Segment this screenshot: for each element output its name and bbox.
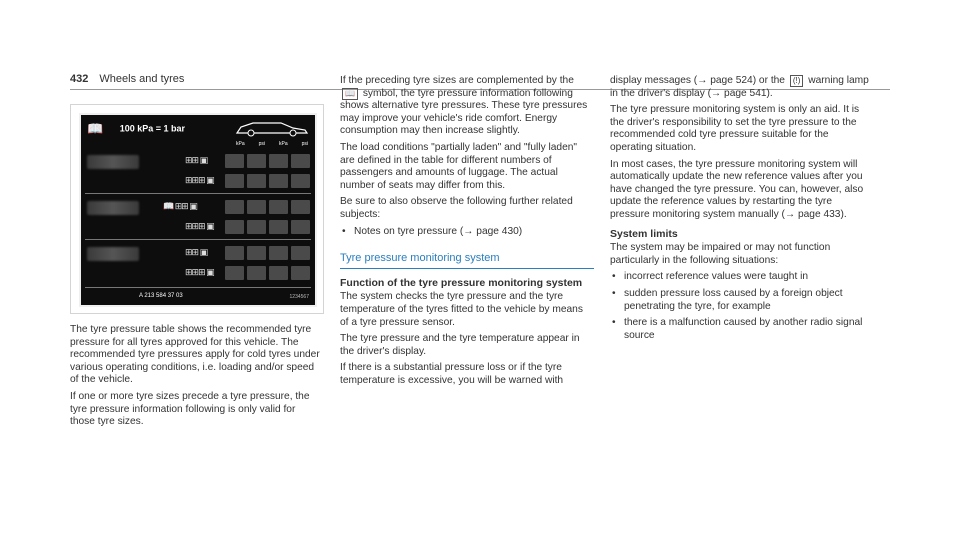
column-3 [610, 75, 870, 346]
text-span: If the preceding tyre sizes are complemented by the [340, 75, 574, 86]
paragraph: The system checks the tyre pressure and the tyre temperature of the tyres fitted to the vehicle by means of a tyre pressure sensor. [340, 291, 583, 328]
pressure-values [225, 220, 310, 234]
placard-id: 1234567 [289, 294, 309, 300]
paragraph: The system may be impaired or may not function particularly in the following situations: [610, 242, 831, 266]
pressure-values [225, 174, 310, 188]
subheading: System limits [610, 227, 678, 240]
list-item: • sudden pressure loss caused by a foreign object penetrating the tyre, for example [610, 288, 870, 313]
tyre-icon: ⊞⊞ ▣ [185, 247, 208, 257]
unit-label: kPa [278, 141, 288, 147]
tyre-icon: ⊞⊞ ▣ [185, 155, 208, 165]
unit-label: kPa [235, 141, 245, 147]
tyre-pressure-placard [79, 113, 317, 307]
tyre-size-blur [87, 201, 139, 215]
tyre-size-blur [87, 247, 139, 261]
warning-lamp-icon: (!) [790, 75, 804, 87]
column-2 [340, 75, 594, 391]
paragraph: The tyre pressure monitoring system is only an aid. It is the driver's responsibility to set the tyre pressure to the recommended cold tyre pressure suitable for the operating situation. [610, 104, 860, 153]
placard-separator [85, 287, 311, 288]
paragraph: Be sure to also observe the following further related subjects: [340, 196, 573, 220]
subheading: Function of the tyre pressure monitoring system [340, 276, 583, 289]
text-span: display messages (→ page 524) or the [610, 75, 785, 86]
related-link-item[interactable]: • Notes on tyre pressure (→ page 430) [340, 226, 594, 239]
tyre-icon: ⊞⊞⊞ ▣ [185, 267, 214, 277]
placard-top [87, 121, 185, 137]
tyre-pressure-figure [70, 104, 324, 314]
pressure-values [225, 266, 310, 280]
placard-row [85, 263, 311, 285]
tyre-icon: 📖 ⊞⊞ ▣ [163, 201, 197, 211]
paragraph [610, 75, 870, 100]
paragraph: If one or more tyre sizes precede a tyre pressure, the tyre pressure information following is only valid for those tyre sizes. [70, 390, 310, 428]
car-icon [231, 119, 311, 137]
placard-separator [85, 193, 311, 194]
paragraph: If there is a substantial pressure loss or if the tyre temperature is excessive, you will be warned with [340, 362, 564, 386]
paragraph: The tyre pressure table shows the recommended tyre pressure for all tyres approved for this vehicle. The recommended tyre pressures apply for cold tyres under various operating conditions, i.e. loading and/or speed of the vehicle. [70, 324, 320, 386]
placard-row [85, 197, 311, 219]
placard-row [85, 217, 311, 239]
pressure-values [225, 246, 310, 260]
book-symbol-icon: 📖 [342, 88, 358, 100]
unit-label: psi [258, 141, 265, 147]
tyre-size-blur [87, 155, 139, 169]
pressure-note: 100 kPa = 1 bar [119, 123, 186, 134]
page-header [70, 73, 184, 85]
list-item: • incorrect reference values were taught in [610, 271, 870, 284]
section-title: Tyre pressure monitoring system [340, 252, 594, 269]
placard-row [85, 243, 311, 265]
list-item: • there is a malfunction caused by another radio signal source [610, 317, 870, 342]
placard-units [229, 141, 315, 147]
paragraph: The tyre pressure and the tyre temperature appear in the driver's display. [340, 333, 580, 357]
text-span: warning lamp in the driver's display (→ page 541). [610, 75, 869, 99]
column-1 [70, 324, 322, 433]
placard-row [85, 171, 311, 193]
paragraph [340, 75, 594, 138]
book-icon: 📖 [87, 121, 104, 136]
text-span: symbol, the tyre pressure information following shows alternative tyre pressures. These tyre pressures may improve your vehicle's ride comfort. Energy consumption may then increase slightly. [340, 87, 588, 137]
paragraph: The load conditions "partially laden" and "fully laden" are defined in the table for different numbers of passengers and amounts of luggage. The actual number of seats may differ from this. [340, 141, 578, 191]
tyre-icon: ⊞⊞⊞ ▣ [185, 221, 214, 231]
pressure-values [225, 154, 310, 168]
placard-row [85, 151, 311, 173]
section-name: Wheels and tyres [99, 73, 185, 85]
page-number: 432 [70, 73, 89, 85]
pressure-values [225, 200, 310, 214]
placard-separator [85, 239, 311, 240]
placard-part-number: A 213 584 37 03 [139, 293, 183, 299]
unit-label: psi [301, 141, 308, 147]
tyre-icon: ⊞⊞⊞ ▣ [185, 175, 214, 185]
paragraph: In most cases, the tyre pressure monitoring system will automatically update the new reference values after you have changed the tyre pressure. You can, however, also update the reference values by restarting the tyre pressure monitoring system manually (→ page 433). [610, 158, 864, 220]
